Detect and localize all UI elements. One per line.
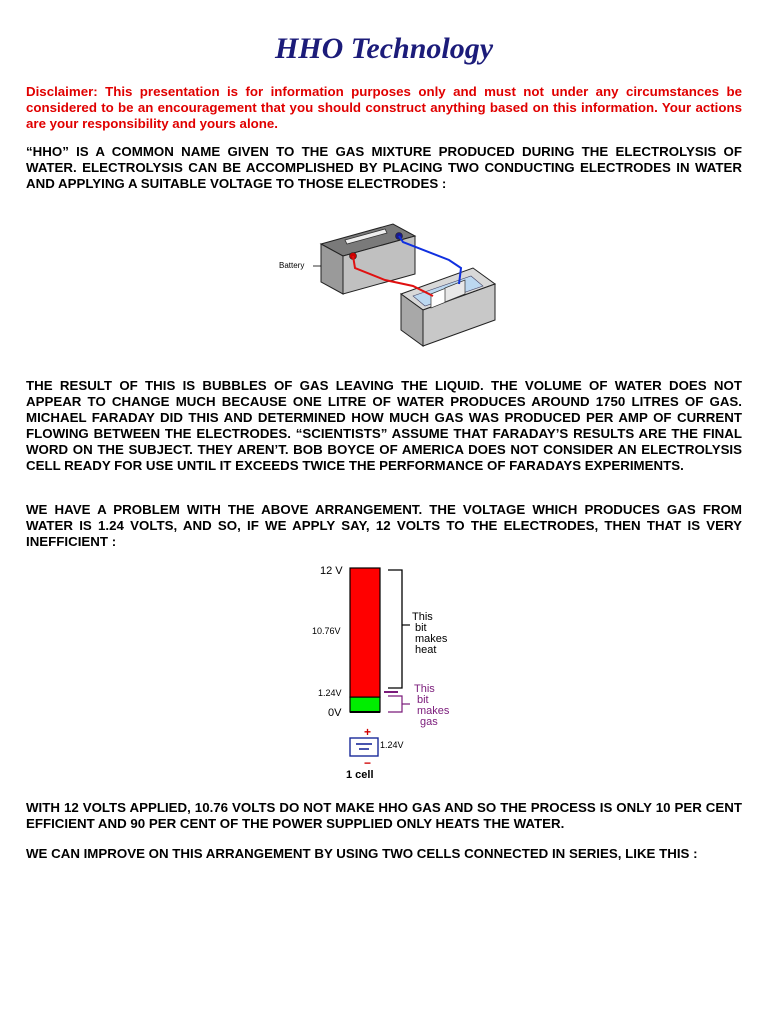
voltage-efficiency-diagram — [302, 558, 462, 786]
heat-note-line-1: This — [412, 611, 433, 623]
label-1-24v: 1.24V — [318, 688, 342, 698]
problem-paragraph: WE HAVE A PROBLEM WITH THE ABOVE ARRANGEMENT. THE VOLTAGE WHICH PRODUCES GAS FROM WATER IS 1.24 VOLTS, AND SO, IF WE APPLY SAY, 12 VOLTS TO THE ELECTRODES, THEN THAT IS VERY INEFFICIENT : — [26, 502, 742, 549]
intro-paragraph: “HHO” IS A COMMON NAME GIVEN TO THE GAS MIXTURE PRODUCED DURING THE ELECTROLYSIS OF WATER. ELECTROLYSIS CAN BE ACCOMPLISHED BY PLACING TWO CONDUCTING ELECTRODES IN WATER AND APPLYING A SUITABLE VOLTAGE TO THOSE ELECTRODES : — [26, 144, 742, 191]
label-12v: 12 V — [320, 565, 343, 577]
disclaimer-text: Disclaimer: This presentation is for information purposes only and must not under any circumstances be considered to be an encouragement that you should construct anything based on this information. Your actions are your responsibility and yours alone. — [26, 84, 742, 131]
heat-voltage-bar — [350, 568, 380, 697]
faraday-paragraph: THE RESULT OF THIS IS BUBBLES OF GAS LEAVING THE LIQUID. THE VOLUME OF WATER DOES NOT APPEAR TO CHANGE MUCH BECAUSE ONE LITRE OF WATER PRODUCES AROUND 1750 LITRES OF GAS. MICHAEL FARADAY DID THIS AND DETERMINED HOW MUCH GAS WAS PRODUCED PER AMP OF CURRENT FLOWING BETWEEN THE ELECTRODES. “SCIENTISTS” ASSUME THAT FARADAY’S RESULTS ARE THE FINAL WORD ON THE SUBJECT. THEY AREN’T. BOB BOYCE OF AMERICA DOES NOT CONSIDER AN ELECTROLYSIS CELL READY FOR USE UNTIL IT EXCEEDS TWICE THE PERFORMANCE OF FARADAYS EXPERIMENTS. — [26, 378, 742, 473]
heat-note-line-4: heat — [415, 644, 437, 656]
cell-caption: 1 cell — [346, 769, 374, 781]
series-cells-paragraph: WE CAN IMPROVE ON THIS ARRANGEMENT BY USING TWO CELLS CONNECTED IN SERIES, LIKE THIS : — [26, 846, 698, 861]
battery-electrolysis-illustration — [273, 210, 497, 350]
efficiency-paragraph: WITH 12 VOLTS APPLIED, 10.76 VOLTS DO NOT MAKE HHO GAS AND SO THE PROCESS IS ONLY 10 PER CENT EFFICIENT AND 90 PER CENT OF THE POWER SUPPLIED ONLY HEATS THE WATER. — [26, 800, 742, 831]
battery-label: Battery — [279, 261, 305, 270]
gas-bracket — [388, 696, 402, 712]
cell-plus-sign: + — [364, 725, 372, 739]
cell-minus-sign: − — [364, 756, 372, 770]
cell-voltage-label: 1.24V — [380, 740, 404, 750]
gas-note-line-4: gas — [420, 716, 438, 728]
cell-symbol-box — [350, 738, 378, 756]
gas-note-line-3: makes — [417, 705, 450, 717]
heat-note-line-2: bit — [415, 622, 427, 634]
heat-bracket — [388, 570, 402, 688]
gas-voltage-bar — [350, 697, 380, 712]
gas-note-line-1: This — [414, 683, 435, 695]
label-0v: 0V — [328, 707, 342, 719]
label-10-76v: 10.76V — [312, 626, 341, 636]
heat-note-line-3: makes — [415, 633, 448, 645]
page-title: HHO Technology — [274, 32, 494, 65]
gas-note-line-2: bit — [417, 694, 429, 706]
